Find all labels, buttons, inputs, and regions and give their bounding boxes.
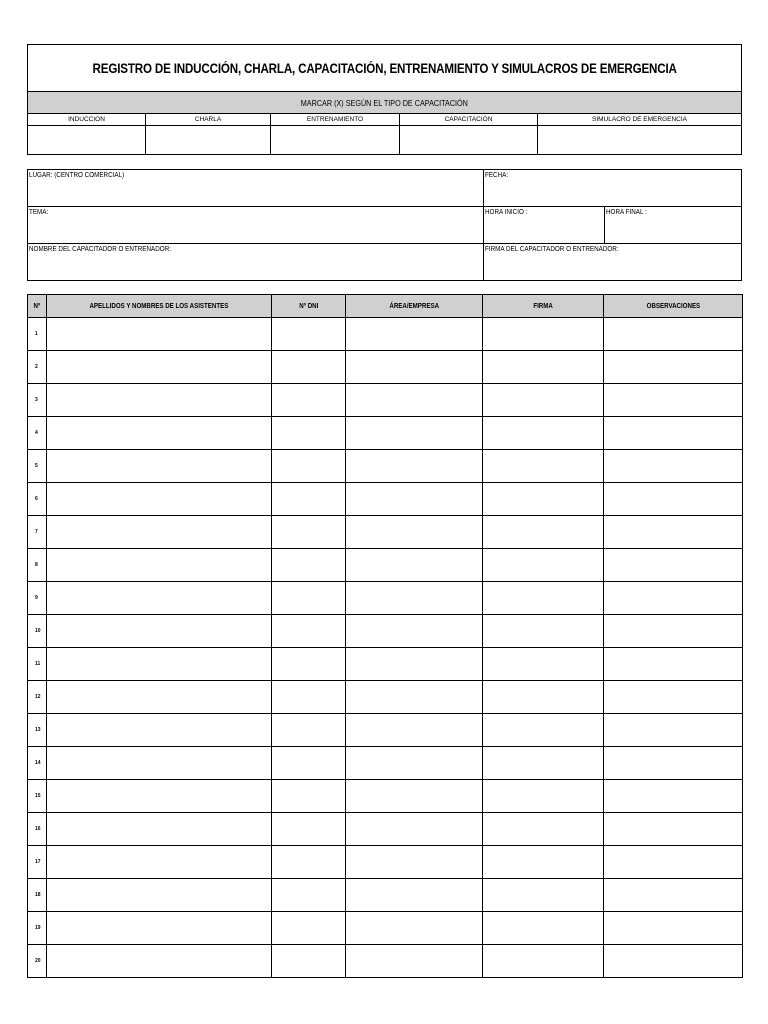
tema-field[interactable] <box>28 207 484 243</box>
attendee-name-cell[interactable] <box>47 780 272 813</box>
attendance-rows <box>28 318 743 978</box>
attendee-name-cell[interactable] <box>47 450 272 483</box>
table-row <box>28 516 743 549</box>
table-row <box>28 615 743 648</box>
dni-cell[interactable] <box>272 846 346 879</box>
observaciones-cell[interactable] <box>604 714 743 747</box>
table-row <box>28 450 743 483</box>
observaciones-cell[interactable] <box>604 813 743 846</box>
table-row <box>28 879 743 912</box>
type-mark-charla[interactable] <box>146 126 271 154</box>
area-cell[interactable] <box>346 549 483 582</box>
tema-label: TEMA: <box>29 209 49 216</box>
observaciones-cell[interactable] <box>604 516 743 549</box>
area-cell[interactable] <box>346 681 483 714</box>
area-cell[interactable] <box>346 747 483 780</box>
area-cell[interactable] <box>346 648 483 681</box>
dni-cell[interactable] <box>272 351 346 384</box>
hora-inicio-label: HORA INICIO : <box>485 209 528 216</box>
firma-cell[interactable] <box>483 417 604 450</box>
dni-cell[interactable] <box>272 813 346 846</box>
dni-cell[interactable] <box>272 582 346 615</box>
lugar-label: LUGAR: (CENTRO COMERCIAL) <box>29 172 125 179</box>
form-title: REGISTRO DE INDUCCIÓN, CHARLA, CAPACITACIÓN, ENTRENAMIENTO Y SIMULACROS DE EMERGENCIA <box>92 60 677 76</box>
firma-cell[interactable] <box>483 879 604 912</box>
dni-cell[interactable] <box>272 384 346 417</box>
mark-instruction: MARCAR (X) SEGÚN EL TIPO DE CAPACITACIÓN <box>300 97 469 108</box>
area-cell[interactable] <box>346 912 483 945</box>
attendee-name-cell[interactable] <box>47 516 272 549</box>
firma-cell[interactable] <box>483 780 604 813</box>
dni-cell[interactable] <box>272 780 346 813</box>
type-label-charla: CHARLA <box>146 114 271 126</box>
type-label-simulacro: SIMULACRO DE EMERGENCIA <box>538 114 741 126</box>
row-number: 10 <box>28 615 47 648</box>
type-mark-simulacro[interactable] <box>538 126 741 154</box>
area-cell[interactable] <box>346 483 483 516</box>
type-mark-capacitacion[interactable] <box>400 126 538 154</box>
type-label-induccion: INDUCCION <box>28 114 146 126</box>
area-cell[interactable] <box>346 318 483 351</box>
form-header <box>27 44 742 155</box>
info-row-lugar <box>28 170 741 207</box>
table-row <box>28 945 743 978</box>
area-cell[interactable] <box>346 582 483 615</box>
row-number: 14 <box>28 747 47 780</box>
area-cell[interactable] <box>346 516 483 549</box>
firma-cell[interactable] <box>483 681 604 714</box>
attendee-name-cell[interactable] <box>47 846 272 879</box>
table-row <box>28 747 743 780</box>
firma-cell[interactable] <box>483 450 604 483</box>
nombre-capacitador-field[interactable] <box>28 244 484 280</box>
firma-cell[interactable] <box>483 714 604 747</box>
fecha-field[interactable] <box>484 170 741 206</box>
table-row <box>28 549 743 582</box>
table-row <box>28 846 743 879</box>
row-number: 3 <box>28 384 47 417</box>
attendee-name-cell[interactable] <box>47 318 272 351</box>
firma-cell[interactable] <box>483 384 604 417</box>
firma-cell[interactable] <box>483 351 604 384</box>
area-cell[interactable] <box>346 615 483 648</box>
attendee-name-cell[interactable] <box>47 879 272 912</box>
row-number: 17 <box>28 846 47 879</box>
attendee-name-cell[interactable] <box>47 615 272 648</box>
area-cell[interactable] <box>346 846 483 879</box>
row-number: 9 <box>28 582 47 615</box>
area-cell[interactable] <box>346 813 483 846</box>
area-cell[interactable] <box>346 351 483 384</box>
row-number: 5 <box>28 450 47 483</box>
firma-cell[interactable] <box>483 648 604 681</box>
row-number: 20 <box>28 945 47 978</box>
observaciones-cell[interactable] <box>604 384 743 417</box>
firma-cell[interactable] <box>483 582 604 615</box>
attendee-name-cell[interactable] <box>47 813 272 846</box>
area-cell[interactable] <box>346 879 483 912</box>
row-number: 4 <box>28 417 47 450</box>
row-number: 13 <box>28 714 47 747</box>
row-number: 1 <box>28 318 47 351</box>
firma-cell[interactable] <box>483 483 604 516</box>
type-label-entrenamiento: ENTRENAMIENTO <box>271 114 400 126</box>
firma-cell[interactable] <box>483 912 604 945</box>
observaciones-cell[interactable] <box>604 945 743 978</box>
area-cell[interactable] <box>346 945 483 978</box>
row-number: 16 <box>28 813 47 846</box>
attendee-name-cell[interactable] <box>47 483 272 516</box>
attendee-name-cell[interactable] <box>47 417 272 450</box>
table-row <box>28 318 743 351</box>
dni-cell[interactable] <box>272 681 346 714</box>
fecha-label: FECHA: <box>485 172 509 179</box>
table-row <box>28 714 743 747</box>
dni-cell[interactable] <box>272 549 346 582</box>
observaciones-cell[interactable] <box>604 318 743 351</box>
mark-instruction-bar <box>28 92 741 114</box>
firma-cell[interactable] <box>483 615 604 648</box>
table-row <box>28 780 743 813</box>
col-header-firma: FIRMA <box>483 295 604 318</box>
dni-cell[interactable] <box>272 945 346 978</box>
registration-form <box>27 44 742 964</box>
observaciones-cell[interactable] <box>604 912 743 945</box>
col-header-dni: Nº DNI <box>272 295 346 318</box>
attendee-name-cell[interactable] <box>47 912 272 945</box>
title-row <box>28 45 741 92</box>
firma-capacitador-field[interactable] <box>484 244 741 280</box>
type-mark-induccion[interactable] <box>28 126 146 154</box>
observaciones-cell[interactable] <box>604 417 743 450</box>
attendee-name-cell[interactable] <box>47 648 272 681</box>
row-number: 15 <box>28 780 47 813</box>
table-row <box>28 582 743 615</box>
table-row <box>28 351 743 384</box>
table-row <box>28 648 743 681</box>
row-number: 18 <box>28 879 47 912</box>
session-info <box>27 169 742 281</box>
attendee-name-cell[interactable] <box>47 582 272 615</box>
firma-cell[interactable] <box>483 549 604 582</box>
firma-cell[interactable] <box>483 846 604 879</box>
observaciones-cell[interactable] <box>604 549 743 582</box>
lugar-field[interactable] <box>28 170 484 206</box>
area-cell[interactable] <box>346 384 483 417</box>
row-number: 7 <box>28 516 47 549</box>
table-row <box>28 813 743 846</box>
type-mark-entrenamiento[interactable] <box>271 126 400 154</box>
dni-cell[interactable] <box>272 648 346 681</box>
firma-cell[interactable] <box>483 516 604 549</box>
type-label-capacitacion: CAPACITACIÓN <box>400 114 538 126</box>
attendee-name-cell[interactable] <box>47 351 272 384</box>
attendee-name-cell[interactable] <box>47 747 272 780</box>
row-number: 2 <box>28 351 47 384</box>
observaciones-cell[interactable] <box>604 747 743 780</box>
table-row <box>28 912 743 945</box>
observaciones-cell[interactable] <box>604 879 743 912</box>
observaciones-cell[interactable] <box>604 615 743 648</box>
dni-cell[interactable] <box>272 747 346 780</box>
row-number: 12 <box>28 681 47 714</box>
hora-inicio-field[interactable] <box>484 207 605 243</box>
col-header-observaciones: OBSERVACIONES <box>604 295 743 318</box>
table-row <box>28 483 743 516</box>
nombre-capacitador-label: NOMBRE DEL CAPACITADOR O ENTRENADOR: <box>29 246 172 253</box>
firma-cell[interactable] <box>483 318 604 351</box>
attendee-name-cell[interactable] <box>47 945 272 978</box>
col-header-names: APELLIDOS Y NOMBRES DE LOS ASISTENTES <box>47 295 272 318</box>
area-cell[interactable] <box>346 714 483 747</box>
attendance-table <box>27 294 743 978</box>
dni-cell[interactable] <box>272 615 346 648</box>
hora-final-field[interactable] <box>605 207 741 243</box>
observaciones-cell[interactable] <box>604 582 743 615</box>
table-row <box>28 417 743 450</box>
attendance-header-row <box>28 295 743 318</box>
area-cell[interactable] <box>346 450 483 483</box>
firma-cell[interactable] <box>483 813 604 846</box>
dni-cell[interactable] <box>272 450 346 483</box>
dni-cell[interactable] <box>272 912 346 945</box>
attendee-name-cell[interactable] <box>47 681 272 714</box>
dni-cell[interactable] <box>272 714 346 747</box>
row-number: 19 <box>28 912 47 945</box>
observaciones-cell[interactable] <box>604 648 743 681</box>
dni-cell[interactable] <box>272 483 346 516</box>
hora-final-label: HORA FINAL : <box>606 209 647 216</box>
table-row <box>28 384 743 417</box>
training-type-grid <box>28 114 741 154</box>
attendee-name-cell[interactable] <box>47 549 272 582</box>
dni-cell[interactable] <box>272 516 346 549</box>
area-cell[interactable] <box>346 417 483 450</box>
info-row-capacitador <box>28 244 741 280</box>
area-cell[interactable] <box>346 780 483 813</box>
dni-cell[interactable] <box>272 417 346 450</box>
row-number: 6 <box>28 483 47 516</box>
firma-capacitador-label: FIRMA DEL CAPACITADOR O ENTRENADOR: <box>485 246 619 253</box>
observaciones-cell[interactable] <box>604 681 743 714</box>
firma-cell[interactable] <box>483 747 604 780</box>
attendee-name-cell[interactable] <box>47 384 272 417</box>
row-number: 11 <box>28 648 47 681</box>
firma-cell[interactable] <box>483 945 604 978</box>
col-header-area: ÁREA/EMPRESA <box>346 295 483 318</box>
dni-cell[interactable] <box>272 318 346 351</box>
row-number: 8 <box>28 549 47 582</box>
observaciones-cell[interactable] <box>604 450 743 483</box>
info-row-tema <box>28 207 741 244</box>
observaciones-cell[interactable] <box>604 351 743 384</box>
attendee-name-cell[interactable] <box>47 714 272 747</box>
dni-cell[interactable] <box>272 879 346 912</box>
observaciones-cell[interactable] <box>604 483 743 516</box>
observaciones-cell[interactable] <box>604 780 743 813</box>
observaciones-cell[interactable] <box>604 846 743 879</box>
col-header-number: Nº <box>28 295 47 318</box>
table-row <box>28 681 743 714</box>
